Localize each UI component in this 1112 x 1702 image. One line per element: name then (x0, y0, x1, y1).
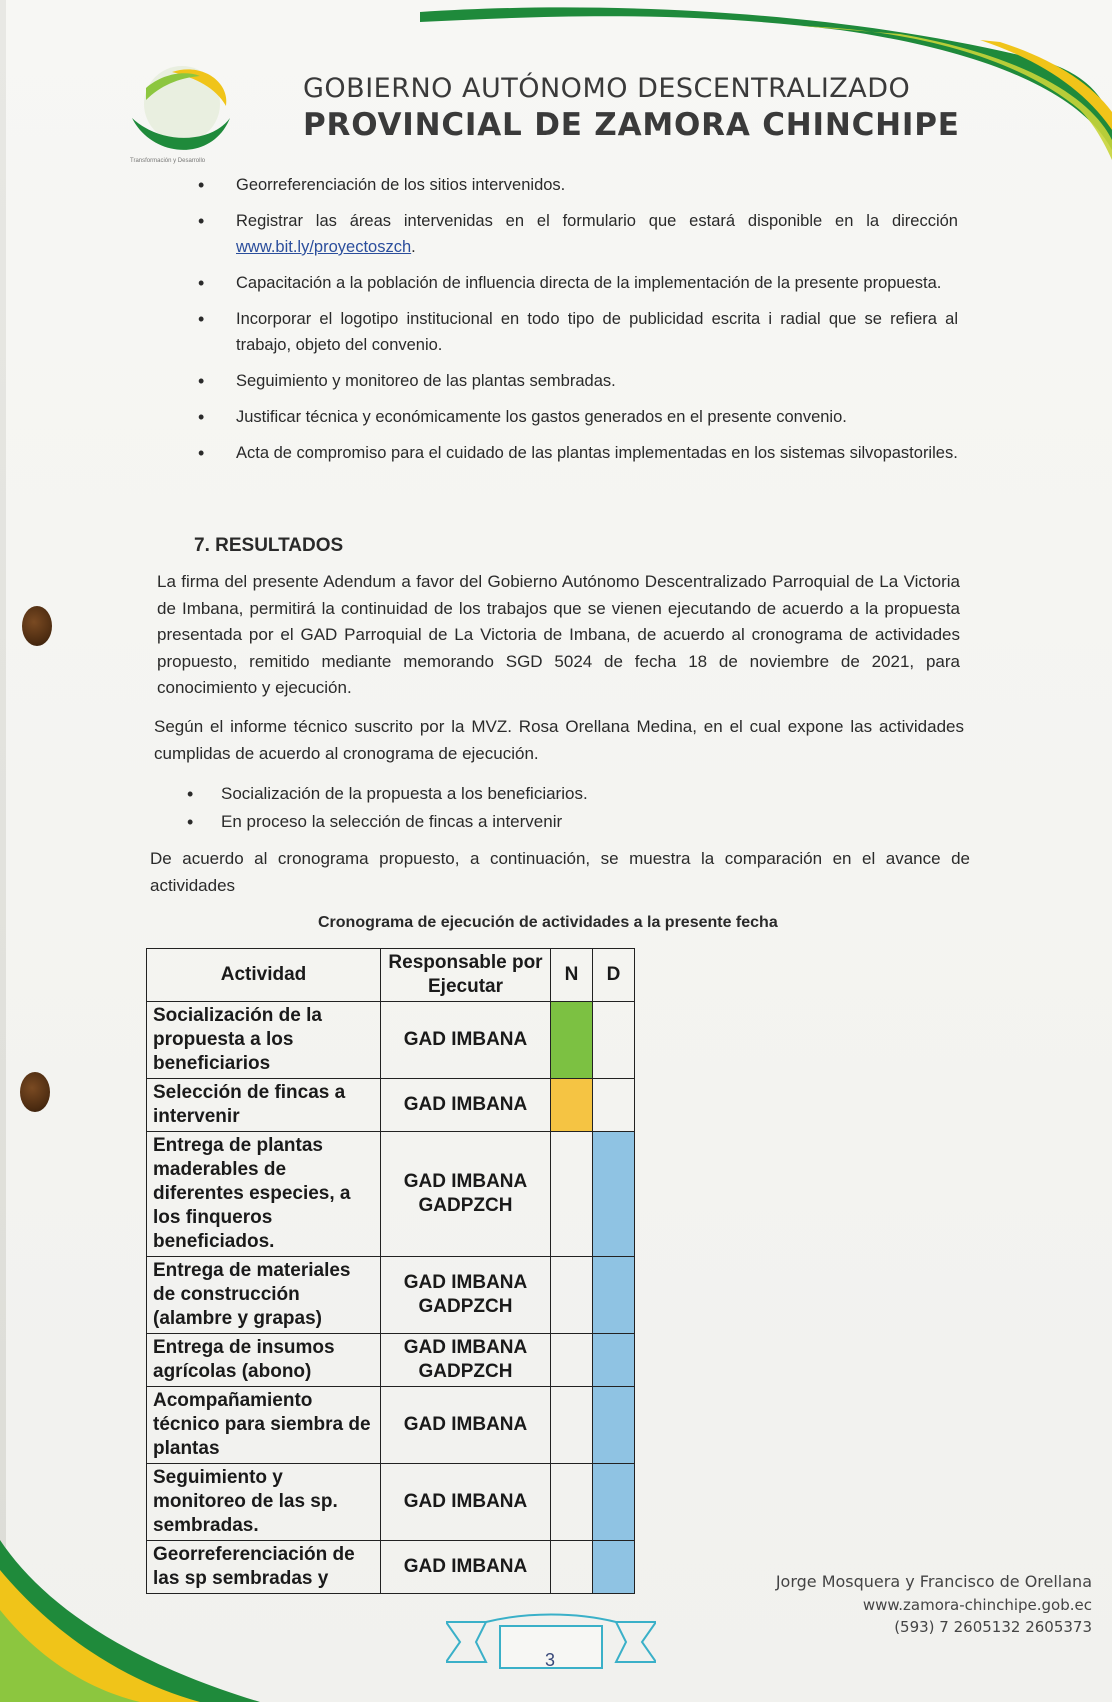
column-header-activity: Actividad (147, 949, 381, 1002)
status-cell-n (551, 1464, 593, 1541)
status-cell-n (551, 1132, 593, 1257)
status-cell-n (551, 1257, 593, 1334)
status-cell-n (551, 1334, 593, 1387)
column-header-d: D (593, 949, 635, 1002)
activity-cell: Georreferenciación de las sp sembradas y (147, 1541, 381, 1594)
footer-website: www.zamora-chinchipe.gob.ec (862, 1596, 1092, 1614)
status-cell-d (593, 1464, 635, 1541)
status-cell-d (593, 1541, 635, 1594)
responsible-cell: GAD IMBANA (381, 1079, 551, 1132)
schedule-table-body (147, 1002, 635, 1594)
activity-cell: Seguimiento y monitoreo de las sp. sembradas. (147, 1464, 381, 1541)
list-item: • Seguimiento y monitoreo de las plantas sembradas. (196, 368, 958, 394)
responsible-cell: GAD IMBANA (381, 1387, 551, 1464)
comparison-paragraph: De acuerdo al cronograma propuesto, a continuación, se muestra la comparación en el avance de actividades (150, 849, 970, 895)
list-item: • En proceso la selección de fincas a intervenir (183, 808, 588, 836)
form-link[interactable]: www.bit.ly/proyectoszch (236, 238, 412, 256)
responsible-cell: GAD IMBANA GADPZCH (381, 1132, 551, 1257)
column-header-n: N (551, 949, 593, 1002)
institution-header (303, 72, 1003, 144)
logo-caption: Transformación y Desarrollo (130, 158, 206, 164)
status-cell-d (593, 1002, 635, 1079)
table-header-row (147, 949, 635, 1002)
footer-phone: (593) 7 2605132 2605373 (894, 1618, 1092, 1636)
table-row (147, 1079, 635, 1132)
provincial-logo-icon (112, 48, 242, 168)
list-item: • Georreferenciación de los sitios intervenidos. (196, 172, 958, 198)
responsible-cell: GAD IMBANA GADPZCH (381, 1334, 551, 1387)
status-cell-d (593, 1079, 635, 1132)
footer-contact (776, 1570, 1092, 1638)
footer-swoosh-graphic (0, 1540, 260, 1702)
table-row (147, 1132, 635, 1257)
column-header-responsible: Responsable por Ejecutar (381, 949, 551, 1002)
table-row (147, 1387, 635, 1464)
footer-address: Jorge Mosquera y Francisco de Orellana (775, 1572, 1092, 1591)
responsible-cell: GAD IMBANA GADPZCH (381, 1257, 551, 1334)
activity-cell: Socialización de la propuesta a los beneficiarios (147, 1002, 381, 1079)
activity-cell: Selección de fincas a intervenir (147, 1079, 381, 1132)
responsible-cell: GAD IMBANA (381, 1002, 551, 1079)
report-paragraph: Según el informe técnico suscrito por la MVZ. Rosa Orellana Medina, en el cual expone las actividades cumplidas de acuerdo al cronograma de ejecución. (154, 717, 964, 763)
punch-hole (20, 1072, 50, 1112)
status-cell-n (551, 1387, 593, 1464)
status-cell-n (551, 1541, 593, 1594)
commitments-list (196, 172, 958, 476)
results-paragraph: La firma del presente Adendum a favor del Gobierno Autónomo Descentralizado Parroquial de La Victoria de Imbana, permitirá la continuidad de los trabajos que se vienen ejecutando de acuerdo a la propuesta presentada por el GAD Parroquial de La Victoria de Imbana, de acuerdo al cronograma de actividades propuesto, remitido mediante memorando SGD 5024 de fecha 18 de noviembre de 2021, para conocimiento y ejecución. (157, 572, 960, 697)
table-row (147, 1257, 635, 1334)
status-cell-n (551, 1079, 593, 1132)
header-line-1: GOBIERNO AUTÓNOMO DESCENTRALIZADO (303, 73, 911, 104)
status-cell-d (593, 1132, 635, 1257)
status-cell-d (593, 1257, 635, 1334)
section-title: 7. RESULTADOS (194, 535, 344, 556)
responsible-cell: GAD IMBANA (381, 1541, 551, 1594)
list-item: • Capacitación a la población de influencia directa de la implementación de la presente propuesta. (196, 270, 958, 296)
list-item: • Registrar las áreas intervenidas en el formulario que estará disponible en la dirección www.bit.ly/proyectoszch. (196, 208, 958, 260)
completed-activities-list (183, 780, 588, 836)
punch-hole (22, 606, 52, 646)
responsible-cell: GAD IMBANA (381, 1464, 551, 1541)
schedule-table (146, 948, 635, 1594)
status-cell-d (593, 1334, 635, 1387)
activity-cell: Acompañamiento técnico para siembra de plantas (147, 1387, 381, 1464)
table-caption: Cronograma de ejecución de actividades a la presente fecha (318, 914, 778, 931)
list-item: • Incorporar el logotipo institucional en todo tipo de publicidad escrita i radial que se refiera al trabajo, objeto del convenio. (196, 306, 958, 358)
activity-cell: Entrega de materiales de construcción (alambre y grapas) (147, 1257, 381, 1334)
header-line-2: PROVINCIAL DE ZAMORA CHINCHIPE (303, 107, 960, 143)
activity-cell: Entrega de insumos agrícolas (abono) (147, 1334, 381, 1387)
list-item: • Justificar técnica y económicamente los gastos generados en el presente convenio. (196, 404, 958, 430)
table-row (147, 1334, 635, 1387)
status-cell-d (593, 1387, 635, 1464)
table-row (147, 1002, 635, 1079)
status-cell-n (551, 1002, 593, 1079)
list-item: • Acta de compromiso para el cuidado de las plantas implementadas en los sistemas silvopastoriles. (196, 440, 958, 466)
table-row (147, 1464, 635, 1541)
activity-cell: Entrega de plantas maderables de diferentes especies, a los finqueros beneficiados. (147, 1132, 381, 1257)
list-item: • Socialización de la propuesta a los beneficiarios. (183, 780, 588, 808)
page-number: 3 (544, 1650, 555, 1670)
